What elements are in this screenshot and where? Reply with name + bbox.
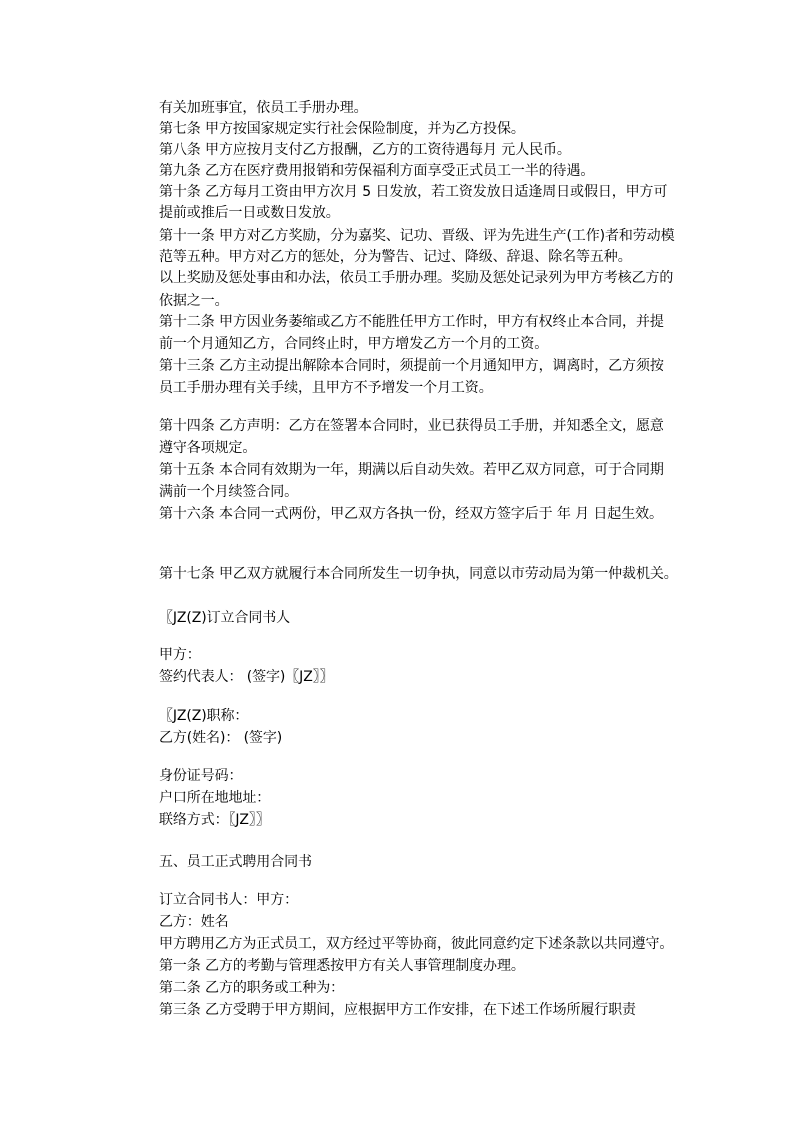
- signatories-heading: 〖JZ(Z)订立合同书人: [159, 610, 291, 626]
- clause-13: 第十三条 乙方主动提出解除本合同时，须提前一个月通知甲方，调离时，乙方须按: [159, 358, 664, 374]
- id-number-label: 身份证号码：: [159, 768, 243, 784]
- signing-representative-label: 签约代表人： (签字)〖JZ〗〗: [159, 669, 334, 685]
- preamble: 甲方聘用乙方为正式员工，双方经过平等协商，彼此同意约定下述条款以共同遵守。: [159, 936, 674, 952]
- clause-2: 第二条 乙方的职务或工种为：: [159, 980, 345, 996]
- text-line: 以上奖励及惩处事由和办法，依员工手册办理。奖励及惩处记录列为甲方考核乙方的: [159, 270, 674, 286]
- text-line: 满前一个月续签合同。: [159, 484, 298, 500]
- clause-11: 第十一条 甲方对乙方奖励，分为嘉奖、记功、晋级、评为先进生产(工作)者和劳动模: [159, 228, 675, 244]
- clause-10: 第十条 乙方每月工资由甲方次月 5 日发放，若工资发放日适逢周日或假日，甲方可: [159, 184, 668, 200]
- contact-label: 联络方式：〖JZ〗〗: [159, 812, 270, 828]
- party-b-line: 乙方：姓名: [159, 914, 229, 930]
- text-line: 范等五种。甲方对乙方的惩处，分为警告、记过、降级、辞退、除名等五种。: [159, 249, 632, 265]
- signatories-line: 订立合同书人：甲方：: [159, 892, 298, 908]
- clause-14: 第十四条 乙方声明：乙方在签署本合同时，业已获得员工手册，并知悉全文，愿意: [159, 418, 664, 434]
- job-title-label: 〖JZ(Z)职称：: [159, 708, 249, 724]
- household-address-label: 户口所在地地址：: [159, 790, 271, 806]
- clause-7: 第七条 甲方按国家规定实行社会保险制度，并为乙方投保。: [159, 121, 525, 137]
- text-line: 依据之一。: [159, 293, 229, 309]
- clause-15: 第十五条 本合同有效期为一年，期满以后自动失效。若甲乙双方同意，可于合同期: [159, 462, 664, 478]
- clause-3: 第三条 乙方受聘于甲方期间，应根据甲方工作安排，在下述工作场所履行职责: [159, 1002, 636, 1018]
- party-b-name-label: 乙方(姓名)： (签字): [159, 730, 283, 746]
- clause-12: 第十二条 甲方因业务萎缩或乙方不能胜任甲方工作时，甲方有权终止本合同，并提: [159, 314, 664, 330]
- text-line: 员工手册办理有关手续，且甲方不予增发一个月工资。: [159, 380, 493, 396]
- section-heading: 五、员工正式聘用合同书: [159, 854, 312, 870]
- text-line: 提前或推后一日或数日发放。: [159, 205, 340, 221]
- text-line: 遵守各项规定。: [159, 440, 257, 456]
- clause-1: 第一条 乙方的考勤与管理悉按甲方有关人事管理制度办理。: [159, 958, 525, 974]
- clause-9: 第九条 乙方在医疗费用报销和劳保福利方面享受正式员工一半的待遇。: [159, 163, 595, 179]
- text-line: 前一个月通知乙方，合同终止时，甲方增发乙方一个月的工资。: [159, 336, 549, 352]
- party-a-label: 甲方：: [159, 647, 201, 663]
- clause-8: 第八条 甲方应按月支付乙方报酬，乙方的工资待遇每月 元人民币。: [159, 142, 571, 158]
- text-line: 有关加班事宜，依员工手册办理。: [159, 100, 368, 116]
- clause-17: 第十七条 甲乙双方就履行本合同所发生一切争执，同意以市劳动局为第一仲裁机关。: [159, 566, 678, 582]
- clause-16: 第十六条 本合同一式两份，甲乙双方各执一份，经双方签字后于 年 月 日起生效。: [159, 506, 663, 522]
